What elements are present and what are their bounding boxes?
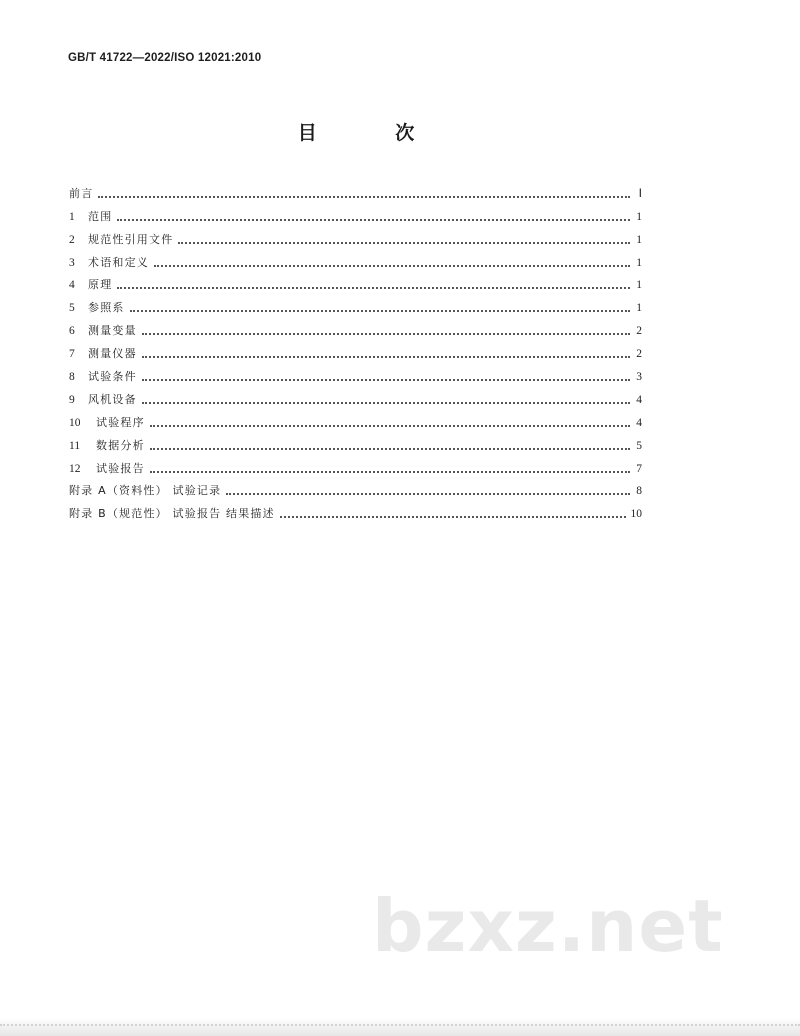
table-of-contents xyxy=(69,178,642,521)
toc-entry-page: 2 xyxy=(636,325,642,338)
toc-entry-preface[interactable] xyxy=(69,178,642,201)
toc-entry-test-conditions[interactable] xyxy=(69,361,642,384)
toc-entry-number: 7 xyxy=(69,348,75,361)
toc-entry-number: 8 xyxy=(69,371,75,384)
toc-entry-label: 术语和定义 xyxy=(88,255,149,269)
page-bottom-edge xyxy=(0,1018,800,1036)
toc-entry-page: 4 xyxy=(636,416,642,429)
toc-entry-label: 范围 xyxy=(88,209,113,223)
dot-leader xyxy=(150,425,630,427)
dot-leader xyxy=(142,356,630,358)
toc-entry-number: 6 xyxy=(69,325,75,338)
dot-leader xyxy=(150,471,630,473)
toc-entry-label: 试验程序 xyxy=(96,415,145,429)
toc-entry-normative-references[interactable] xyxy=(69,224,642,247)
toc-entry-label: 测量仪器 xyxy=(88,347,137,361)
toc-entry-instruments[interactable] xyxy=(69,338,642,361)
toc-entry-page: 1 xyxy=(636,210,642,223)
toc-entry-page: Ⅰ xyxy=(638,187,642,200)
toc-entry-label: 风机设备 xyxy=(88,392,137,406)
dot-leader xyxy=(117,219,630,221)
toc-entry-page: 1 xyxy=(636,302,642,315)
toc-entry-label: 试验条件 xyxy=(88,370,137,384)
toc-entry-principle[interactable] xyxy=(69,270,642,293)
toc-entry-page: 3 xyxy=(636,371,642,384)
toc-entry-annex-b[interactable] xyxy=(69,498,642,521)
dot-leader xyxy=(117,287,630,289)
toc-entry-page: 1 xyxy=(636,233,642,246)
site-watermark: bzxz.net xyxy=(372,884,724,968)
toc-entry-reference-system[interactable] xyxy=(69,292,642,315)
toc-entry-page: 5 xyxy=(636,439,642,452)
toc-entry-scope[interactable] xyxy=(69,201,642,224)
dot-leader xyxy=(150,448,630,450)
toc-entry-fan-equipment[interactable] xyxy=(69,384,642,407)
toc-entry-page: 4 xyxy=(636,393,642,406)
toc-entry-label: 试验报告 xyxy=(96,461,145,475)
toc-entry-number: 1 xyxy=(69,210,75,223)
toc-entry-page: 8 xyxy=(636,485,642,498)
toc-entry-test-report[interactable] xyxy=(69,453,642,476)
toc-entry-label: 数据分析 xyxy=(96,438,145,452)
toc-entry-label: 原理 xyxy=(88,278,113,292)
toc-entry-annex-a[interactable] xyxy=(69,476,642,499)
dot-leader xyxy=(154,265,630,267)
toc-entry-page: 10 xyxy=(630,508,642,521)
dot-leader xyxy=(142,402,630,404)
toc-entry-test-procedure[interactable] xyxy=(69,407,642,430)
toc-entry-label: 参照系 xyxy=(88,301,125,315)
toc-entry-number: 5 xyxy=(69,302,75,315)
toc-entry-data-analysis[interactable] xyxy=(69,430,642,453)
toc-entry-label: 附录 A（资料性） 试验记录 xyxy=(69,484,222,498)
dot-leader xyxy=(130,310,630,312)
toc-entry-terms-definitions[interactable] xyxy=(69,247,642,270)
toc-title: 目 次 xyxy=(297,122,451,144)
document-code: GB/T 41722—2022/ISO 12021:2010 xyxy=(68,52,262,64)
toc-entry-number: 12 xyxy=(69,462,81,475)
toc-entry-label: 规范性引用文件 xyxy=(88,232,174,246)
toc-entry-label: 测量变量 xyxy=(88,324,137,338)
toc-entry-number: 2 xyxy=(69,233,75,246)
dot-leader xyxy=(142,333,630,335)
toc-entry-number: 4 xyxy=(69,279,75,292)
toc-entry-number: 3 xyxy=(69,256,75,269)
dot-leader xyxy=(98,196,630,198)
dot-leader xyxy=(178,242,630,244)
dot-leader xyxy=(226,493,630,495)
toc-entry-number: 10 xyxy=(69,416,81,429)
toc-entry-label: 附录 B（规范性） 试验报告 结果描述 xyxy=(69,507,275,521)
toc-entry-page: 1 xyxy=(636,256,642,269)
toc-entry-number: 9 xyxy=(69,393,75,406)
toc-entry-page: 1 xyxy=(636,279,642,292)
toc-entry-label: 前言 xyxy=(69,186,94,200)
dot-leader xyxy=(280,516,626,518)
toc-entry-page: 2 xyxy=(636,348,642,361)
toc-entry-page: 7 xyxy=(636,462,642,475)
dot-leader xyxy=(142,379,630,381)
toc-entry-measured-variables[interactable] xyxy=(69,315,642,338)
toc-entry-number: 11 xyxy=(69,439,81,452)
